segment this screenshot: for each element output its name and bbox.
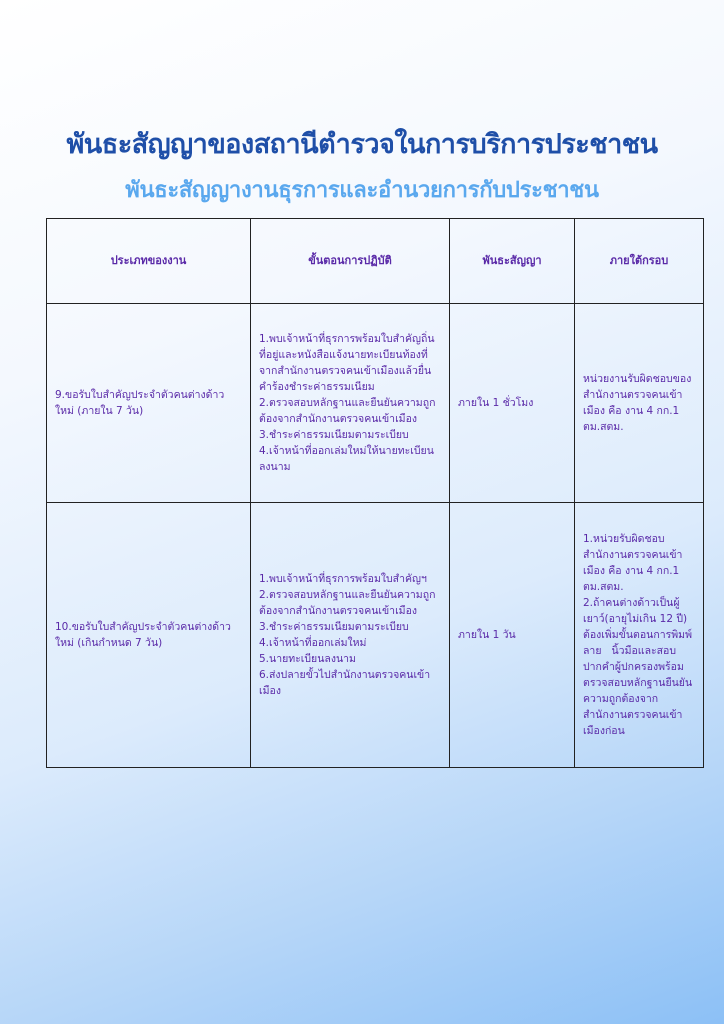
page-subtitle: พันธะสัญญางานธุรการและอำนวยการกับประชาชน bbox=[125, 178, 599, 203]
table-row bbox=[47, 503, 704, 768]
framework-item: หน่วยงานรับผิดชอบของสำนักงานตรวจคนเข้าเมือง คือ งาน 4 กก.1 ตม.สตม. bbox=[583, 373, 692, 433]
procedure-cell bbox=[251, 304, 450, 503]
commitment-cell: ภายใน 1 ชั่วโมง bbox=[450, 304, 575, 503]
framework-item: 1.หน่วยรับผิดชอบสำนักงานตรวจคนเข้าเมือง คือ งาน 4 กก.1 ตม.สตม. bbox=[583, 533, 683, 593]
table-row bbox=[47, 304, 704, 503]
procedure-step: 1.พบเจ้าหน้าที่ธุรการพร้อมใบสำคัญฯ bbox=[259, 573, 427, 585]
procedure-step: 2.ตรวจสอบหลักฐานและยืนยันความถูกต้องจากสำนักงานตรวจคนเข้าเมือง bbox=[259, 589, 436, 617]
procedure-step: 6.ส่งปลายขั้วไปสำนักงานตรวจคนเข้าเมือง bbox=[259, 669, 431, 697]
job-type-cell: 9.ขอรับใบสำคัญประจำตัวคนต่างด้าวใหม่ (ภายใน 7 วัน) bbox=[47, 304, 251, 503]
procedure-step: 3.ชำระค่าธรรมเนียมตามระเบียบ bbox=[259, 429, 409, 441]
header-job-type: ประเภทของงาน bbox=[47, 219, 251, 304]
procedure-step: 4.เจ้าหน้าที่ออกเล่มใหม่ bbox=[259, 637, 367, 649]
header-procedure: ขั้นตอนการปฏิบัติ bbox=[251, 219, 450, 304]
commitment-cell: ภายใน 1 วัน bbox=[450, 503, 575, 768]
job-type-cell: 10.ขอรับใบสำคัญประจำตัวคนต่างด้าวใหม่ (เกินกำหนด 7 วัน) bbox=[47, 503, 251, 768]
header-framework: ภายใต้กรอบ bbox=[575, 219, 704, 304]
framework-cell bbox=[575, 503, 704, 768]
procedure-step: 2.ตรวจสอบหลักฐานและยืนยันความถูกต้องจากสำนักงานตรวจคนเข้าเมือง bbox=[259, 397, 436, 425]
page-title: พันธะสัญญาของสถานีตำรวจในการบริการประชาชน bbox=[66, 129, 658, 160]
commitment-table bbox=[46, 218, 704, 768]
procedure-step: 5.นายทะเบียนลงนาม bbox=[259, 653, 356, 665]
table-header-row bbox=[47, 219, 704, 304]
procedure-step: 3.ชำระค่าธรรมเนียมตามระเบียบ bbox=[259, 621, 409, 633]
procedure-step: 1.พบเจ้าหน้าที่ธุรการพร้อมใบสำคัญถิ่นที่อยู่และหนังสือแจ้งนายทะเบียนท้องที่จากสำนักงานตรวจคนเข้าเมืองแล้วยื่นคำร้องชำระค่าธรรมเนียม bbox=[259, 333, 435, 393]
framework-item: 2.ถ้าคนต่างด้าวเป็นผู้เยาว์(อายุไม่เกิน 12 ปี) ต้องเพิ่มขั้นตอนการพิมพ์ลาย นิ้วมือและสอบปากคำผู้ปกครองพร้อมตรวจสอบหลักฐานยืนยันความถูกต้องจากสำนักงานตรวจคนเข้าเมืองก่อน bbox=[583, 597, 693, 737]
header-commitment: พันธะสัญญา bbox=[450, 219, 575, 304]
framework-cell bbox=[575, 304, 704, 503]
procedure-cell bbox=[251, 503, 450, 768]
procedure-step: 4.เจ้าหน้าที่ออกเล่มใหม่ให้นายทะเบียนลงนาม bbox=[259, 445, 434, 473]
